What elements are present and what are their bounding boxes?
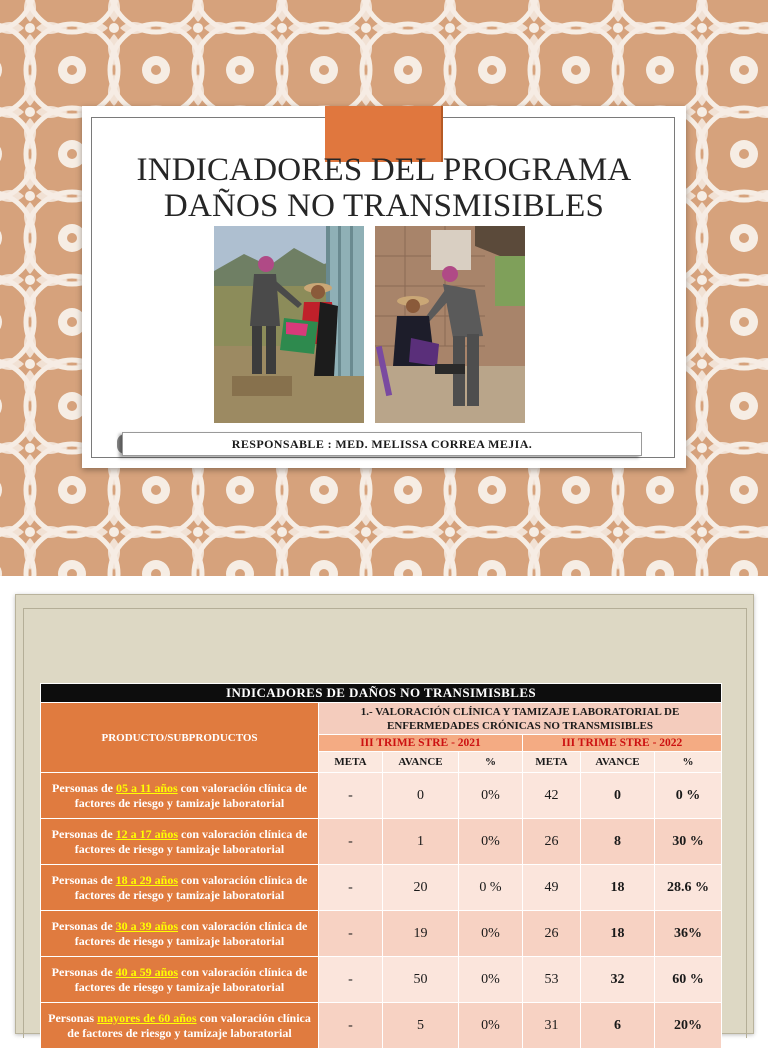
indicator-label-prefix: Personas de	[51, 918, 116, 933]
subheader-avance-2022: AVANCE	[581, 752, 655, 773]
cell-avance22: 18	[581, 911, 655, 957]
cell-meta21: -	[319, 865, 383, 911]
cell-pct21: 0%	[459, 819, 523, 865]
indicator-label-suffix: con valoración clínica de factores de riesgo y tamizaje laboratorial	[74, 780, 307, 810]
indicator-label-prefix: Personas de	[51, 826, 116, 841]
indicator-label	[41, 819, 319, 865]
indicator-age-range: 12 a 17 años	[115, 826, 178, 841]
period-2022-header: III TRIME STRE - 2022	[523, 735, 722, 752]
subheader-avance-2021: AVANCE	[383, 752, 459, 773]
indicator-label-prefix: Personas de	[51, 964, 116, 979]
indicator-label-suffix: con valoración clínica de factores de riesgo y tamizaje laboratorial	[67, 1010, 311, 1040]
cell-avance21: 5	[383, 1003, 459, 1049]
cell-pct22: 28.6 %	[655, 865, 722, 911]
indicators-table	[40, 683, 722, 1049]
cell-pct21: 0 %	[459, 865, 523, 911]
cell-meta21: -	[319, 819, 383, 865]
cell-avance22: 6	[581, 1003, 655, 1049]
cell-avance21: 50	[383, 957, 459, 1003]
indicator-age-range: 40 a 59 años	[115, 964, 178, 979]
field-photo-2	[375, 226, 525, 423]
slide-title	[82, 152, 686, 224]
subheader-meta-2021: META	[319, 752, 383, 773]
indicator-label-prefix: Personas	[48, 1010, 98, 1025]
table-row	[41, 1003, 722, 1049]
period-2021-header: III TRIME STRE - 2021	[319, 735, 523, 752]
cell-avance21: 19	[383, 911, 459, 957]
cell-avance22: 18	[581, 865, 655, 911]
cell-meta22: 26	[523, 819, 581, 865]
cell-avance21: 0	[383, 773, 459, 819]
section-header: 1.- VALORACIÓN CLÍNICA Y TAMIZAJE LABORATORIAL DE ENFERMEDADES CRÓNICAS NO TRANSMISIBLES	[319, 703, 722, 735]
table-row	[41, 773, 722, 819]
subheader-pct-2021: %	[459, 752, 523, 773]
subheader-pct-2022: %	[655, 752, 722, 773]
cell-avance21: 20	[383, 865, 459, 911]
cell-pct21: 0%	[459, 1003, 523, 1049]
cell-pct22: 30 %	[655, 819, 722, 865]
indicator-label-prefix: Personas de	[51, 780, 116, 795]
cell-meta21: -	[319, 911, 383, 957]
table-row	[41, 911, 722, 957]
cell-pct22: 20%	[655, 1003, 722, 1049]
indicators-slide	[15, 594, 754, 1040]
indicator-age-range: 30 a 39 años	[115, 918, 178, 933]
cell-pct21: 0%	[459, 911, 523, 957]
title-card	[82, 106, 686, 468]
indicator-label	[41, 957, 319, 1003]
indicators-table-container	[40, 683, 721, 1049]
cell-meta22: 53	[523, 957, 581, 1003]
indicator-label	[41, 865, 319, 911]
table-title: INDICADORES DE DAÑOS NO TRANSIMISBLES	[41, 684, 722, 703]
cell-pct22: 0 %	[655, 773, 722, 819]
table-row	[41, 819, 722, 865]
cell-meta21: -	[319, 957, 383, 1003]
field-photo-1	[214, 226, 364, 423]
cell-pct21: 0%	[459, 957, 523, 1003]
indicator-label	[41, 773, 319, 819]
indicator-age-range: 05 a 11 años	[115, 780, 178, 795]
indicator-label-prefix: Personas de	[51, 872, 116, 887]
cell-meta22: 31	[523, 1003, 581, 1049]
cell-pct22: 60 %	[655, 957, 722, 1003]
table-row	[41, 865, 722, 911]
slide-title-line-1: INDICADORES DEL PROGRAMA	[136, 152, 632, 188]
indicator-age-range: mayores de 60 años	[97, 1010, 197, 1025]
indicator-label-suffix: con valoración clínica de factores de riesgo y tamizaje laboratorial	[74, 872, 308, 902]
responsible-label: RESPONSABLE : MED. MELISSA CORREA MEJIA.	[122, 432, 642, 456]
table-row	[41, 957, 722, 1003]
cell-avance22: 32	[581, 957, 655, 1003]
cell-meta22: 26	[523, 911, 581, 957]
cell-avance22: 0	[581, 773, 655, 819]
indicator-label-suffix: con valoración clínica de factores de riesgo y tamizaje laboratorial	[74, 964, 308, 994]
product-header: PRODUCTO/SUBPRODUCTOS	[41, 703, 319, 773]
indicator-label	[41, 911, 319, 957]
cell-avance21: 1	[383, 819, 459, 865]
cell-meta22: 42	[523, 773, 581, 819]
subheader-meta-2022: META	[523, 752, 581, 773]
cell-pct22: 36%	[655, 911, 722, 957]
cell-meta21: -	[319, 773, 383, 819]
cell-avance22: 8	[581, 819, 655, 865]
indicator-label	[41, 1003, 319, 1049]
slide-title-line-2: DAÑOS NO TRANSMISIBLES	[163, 188, 605, 224]
indicator-label-suffix: con valoración clínica de factores de riesgo y tamizaje laboratorial	[74, 918, 308, 948]
cell-meta22: 49	[523, 865, 581, 911]
indicator-label-suffix: con valoración clínica de factores de riesgo y tamizaje laboratorial	[74, 826, 308, 856]
cell-pct21: 0%	[459, 773, 523, 819]
indicator-age-range: 18 a 29 años	[115, 872, 178, 887]
cell-meta21: -	[319, 1003, 383, 1049]
